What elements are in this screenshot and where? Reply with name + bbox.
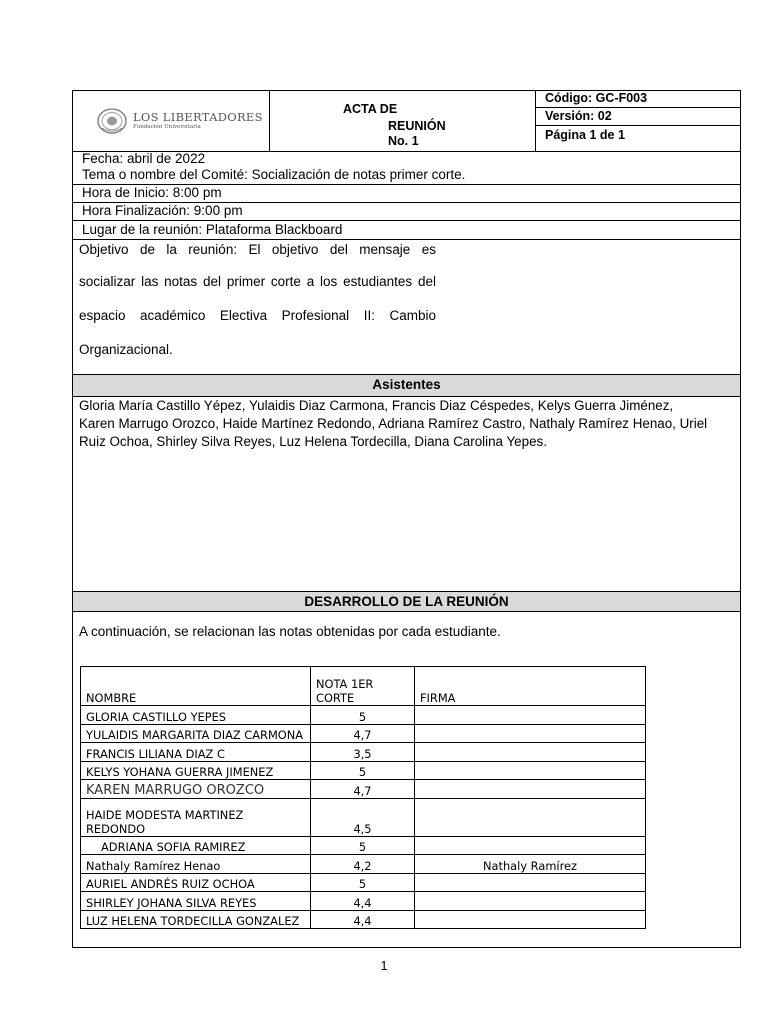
header-divider-2 xyxy=(535,90,536,151)
table-row xyxy=(81,892,646,911)
version-row-divider xyxy=(535,125,741,126)
student-grade: 4,5 xyxy=(311,798,415,836)
student-signature xyxy=(415,892,646,911)
student-name: GLORIA CASTILLO YEPES xyxy=(81,706,311,725)
title-line-3: No. 1 xyxy=(388,134,419,148)
table-row xyxy=(81,780,646,799)
document-page: Página 1 de 1 xyxy=(545,128,625,142)
student-name: YULAIDIS MARGARITA DIAZ CARMONA xyxy=(81,724,311,743)
student-grade: 5 xyxy=(311,761,415,780)
student-signature xyxy=(415,798,646,836)
meeting-place: Lugar de la reunión: Plataforma Blackboard xyxy=(82,222,343,237)
end-time: Hora Finalización: 9:00 pm xyxy=(82,203,243,218)
desarrollo-heading-bottom-line xyxy=(72,611,741,612)
table-header-row xyxy=(81,667,646,706)
student-signature xyxy=(415,761,646,780)
student-signature xyxy=(415,706,646,725)
logo-subtitle: Fundación Universitaria xyxy=(133,124,201,130)
student-name-line-2: REDONDO xyxy=(86,821,146,836)
student-grade: 5 xyxy=(311,873,415,892)
attendees-line: Gloria María Castillo Yépez, Yulaidis Diaz Carmona, Francis Diaz Céspedes, Kelys Guerra Jiménez, xyxy=(79,398,674,413)
objective-line: espacio académico Electiva Profesional II: Cambio xyxy=(79,308,436,323)
objective-line: Objetivo de la reunión: El objetivo del mensaje es xyxy=(79,242,436,257)
student-signature xyxy=(415,724,646,743)
student-grade: 5 xyxy=(311,836,415,855)
student-name: Nathaly Ramírez Henao xyxy=(81,855,311,874)
header-firma: FIRMA xyxy=(415,667,646,706)
document-version: Versión: 02 xyxy=(545,109,612,123)
grades-table xyxy=(80,666,646,929)
student-name: ADRIANA SOFIA RAMIREZ xyxy=(81,836,311,855)
table-row xyxy=(81,743,646,762)
title-line-1: ACTA DE xyxy=(343,102,398,116)
student-name: KELYS YOHANA GUERRA JIMENEZ xyxy=(81,761,311,780)
objective-line: socializar las notas del primer corte a los estudiantes del xyxy=(79,274,436,289)
end-bottom-line xyxy=(72,220,741,221)
student-signature xyxy=(415,873,646,892)
student-name: FRANCIS LILIANA DIAZ C xyxy=(81,743,311,762)
header-nota-line-2: CORTE xyxy=(316,691,355,705)
objective-line: Organizacional. xyxy=(79,342,173,357)
student-name: AURIEL ANDRÉS RUIZ OCHOA xyxy=(81,873,311,892)
table-row xyxy=(81,724,646,743)
meeting-date: Fecha: abril de 2022 xyxy=(82,151,206,166)
asistentes-heading: Asistentes xyxy=(372,377,441,392)
table-row xyxy=(81,798,646,836)
table-row xyxy=(81,706,646,725)
student-grade: 4,7 xyxy=(311,724,415,743)
student-name: KAREN MARRUGO OROZCO xyxy=(81,780,311,799)
logo xyxy=(96,106,261,136)
student-name: LUZ HELENA TORDECILLA GONZALEZ xyxy=(81,910,311,929)
document-code: Código: GC-F003 xyxy=(545,91,648,105)
header-divider-1 xyxy=(269,90,270,151)
seal-icon xyxy=(96,106,128,136)
table-row xyxy=(81,873,646,892)
header-nombre: NOMBRE xyxy=(81,667,311,706)
table-row xyxy=(81,761,646,780)
student-grade: 4,4 xyxy=(311,910,415,929)
student-grade: 5 xyxy=(311,706,415,725)
place-bottom-line xyxy=(72,239,741,240)
attendees-line: Karen Marrugo Orozco, Haide Martínez Redondo, Adriana Ramírez Castro, Nathaly Ramírez Henao, Uriel xyxy=(79,416,708,431)
table-row xyxy=(81,855,646,874)
table-row xyxy=(81,910,646,929)
student-grade: 4,2 xyxy=(311,855,415,874)
meeting-topic: Tema o nombre del Comité: Socialización de notas primer corte. xyxy=(82,167,466,182)
title-line-2: REUNIÓN xyxy=(388,119,446,133)
header-nota-line-1: NOTA 1ER xyxy=(316,677,374,691)
student-signature xyxy=(415,910,646,929)
student-signature xyxy=(415,780,646,799)
student-name-line-1: HAIDE MODESTA MARTINEZ xyxy=(86,807,244,822)
page-number: 1 xyxy=(380,958,388,973)
student-name xyxy=(81,798,311,836)
student-name: SHIRLEY JOHANA SILVA REYES xyxy=(81,892,311,911)
student-grade: 4,4 xyxy=(311,892,415,911)
student-signature xyxy=(415,836,646,855)
student-grade: 3,5 xyxy=(311,743,415,762)
student-signature: Nathaly Ramírez xyxy=(415,855,646,874)
student-grade: 4,7 xyxy=(311,780,415,799)
asistentes-heading-bottom-line xyxy=(72,396,741,397)
start-time: Hora de Inicio: 8:00 pm xyxy=(82,185,222,200)
header-nota xyxy=(311,667,415,706)
student-signature xyxy=(415,743,646,762)
attendees-line: Ruiz Ochoa, Shirley Silva Reyes, Luz Helena Tordecilla, Diana Carolina Yepes. xyxy=(79,434,547,449)
logo-name: LOS LIBERTADORES xyxy=(133,110,263,124)
table-row xyxy=(81,836,646,855)
desarrollo-heading: DESARROLLO DE LA REUNIÓN xyxy=(304,594,509,609)
desarrollo-intro: A continuación, se relacionan las notas obtenidas por cada estudiante. xyxy=(79,624,501,639)
